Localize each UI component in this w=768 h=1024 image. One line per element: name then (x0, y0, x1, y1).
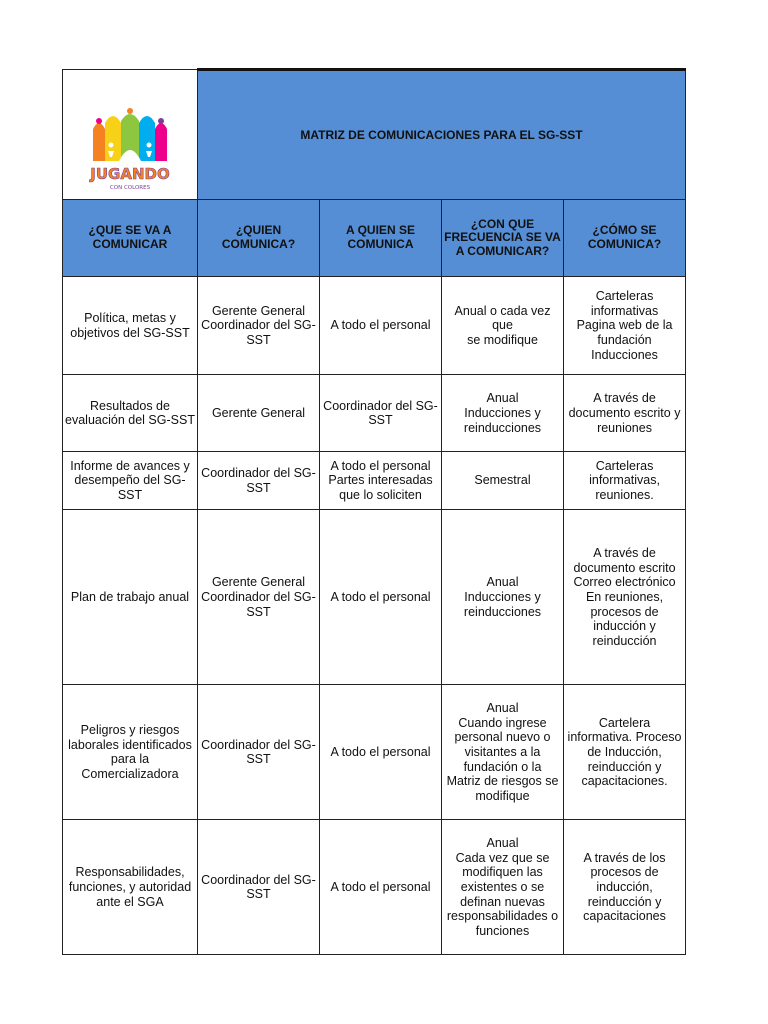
jugando-logo (63, 85, 197, 192)
cell-a-quien: A todo el personal (320, 510, 442, 685)
table-row (63, 820, 686, 955)
title-row (63, 70, 686, 200)
cell-quien: Coordinador del SG- SST (198, 685, 320, 820)
cell-a-quien: A todo el personal (320, 277, 442, 375)
table-row (63, 277, 686, 375)
logo-cell (63, 70, 198, 200)
table-row (63, 375, 686, 452)
cell-que: Peligros y riesgos laborales identificados para la Comercializadora (63, 685, 198, 820)
cell-como: Carteleras informativas Pagina web de la fundación Inducciones (564, 277, 686, 375)
logo-image (63, 99, 197, 199)
cell-frecuencia: Anual Inducciones y reinducciones (442, 375, 564, 452)
cell-como: A través de documento escrito Correo electrónico En reuniones, procesos de inducción y reinducción (564, 510, 686, 685)
table-row (63, 510, 686, 685)
cell-que: Política, metas y objetivos del SG-SST (63, 277, 198, 375)
cell-quien: Gerente General Coordinador del SG- SST (198, 277, 320, 375)
header-frecuencia: ¿CON QUE FRECUENCIA SE VA A COMUNICAR? (442, 200, 564, 277)
cell-frecuencia: Anual Inducciones y reinducciones (442, 510, 564, 685)
cell-que: Resultados de evaluación del SG-SST (63, 375, 198, 452)
cell-quien: Coordinador del SG- SST (198, 820, 320, 955)
cell-como: Cartelera informativa. Proceso de Inducción, reinducción y capacitaciones. (564, 685, 686, 820)
cell-que: Informe de avances y desempeño del SG-SST (63, 452, 198, 510)
cell-quien: Gerente General Coordinador del SG- SST (198, 510, 320, 685)
cell-que: Plan de trabajo anual (63, 510, 198, 685)
cell-como: A través de los procesos de inducción, reinducción y capacitaciones (564, 820, 686, 955)
cell-quien: Gerente General (198, 375, 320, 452)
cell-como: Carteleras informativas, reuniones. (564, 452, 686, 510)
header-que-comunicar: ¿QUE SE VA A COMUNICAR (63, 200, 198, 277)
cell-frecuencia: Anual Cada vez que se modifiquen las existentes o se definan nuevas responsabilidades o funciones (442, 820, 564, 955)
table-row (63, 685, 686, 820)
cell-quien: Coordinador del SG- SST (198, 452, 320, 510)
cell-frecuencia: Anual o cada vez que se modifique (442, 277, 564, 375)
cell-a-quien: A todo el personal (320, 685, 442, 820)
matrix-title: MATRIZ DE COMUNICACIONES PARA EL SG-SST (198, 70, 686, 200)
cell-frecuencia: Anual Cuando ingrese personal nuevo o visitantes a la fundación o la Matriz de riesgos se modifique (442, 685, 564, 820)
cell-frecuencia: Semestral (442, 452, 564, 510)
table-row (63, 452, 686, 510)
header-como-comunica: ¿CÓMO SE COMUNICA? (564, 200, 686, 277)
cell-a-quien: Coordinador del SG- SST (320, 375, 442, 452)
cell-como: A través de documento escrito y reuniones (564, 375, 686, 452)
logo-brand-text: JUGANDO (90, 165, 170, 184)
cell-a-quien: A todo el personal (320, 820, 442, 955)
header-a-quien-comunica: A QUIEN SE COMUNICA (320, 200, 442, 277)
cell-que: Responsabilidades, funciones, y autoridad ante el SGA (63, 820, 198, 955)
cell-a-quien: A todo el personal Partes interesadas que lo soliciten (320, 452, 442, 510)
logo-tagline: CON COLORES (109, 185, 151, 192)
communications-matrix-table (62, 68, 686, 955)
header-row (63, 200, 686, 277)
header-quien-comunica: ¿QUIEN COMUNICA? (198, 200, 320, 277)
